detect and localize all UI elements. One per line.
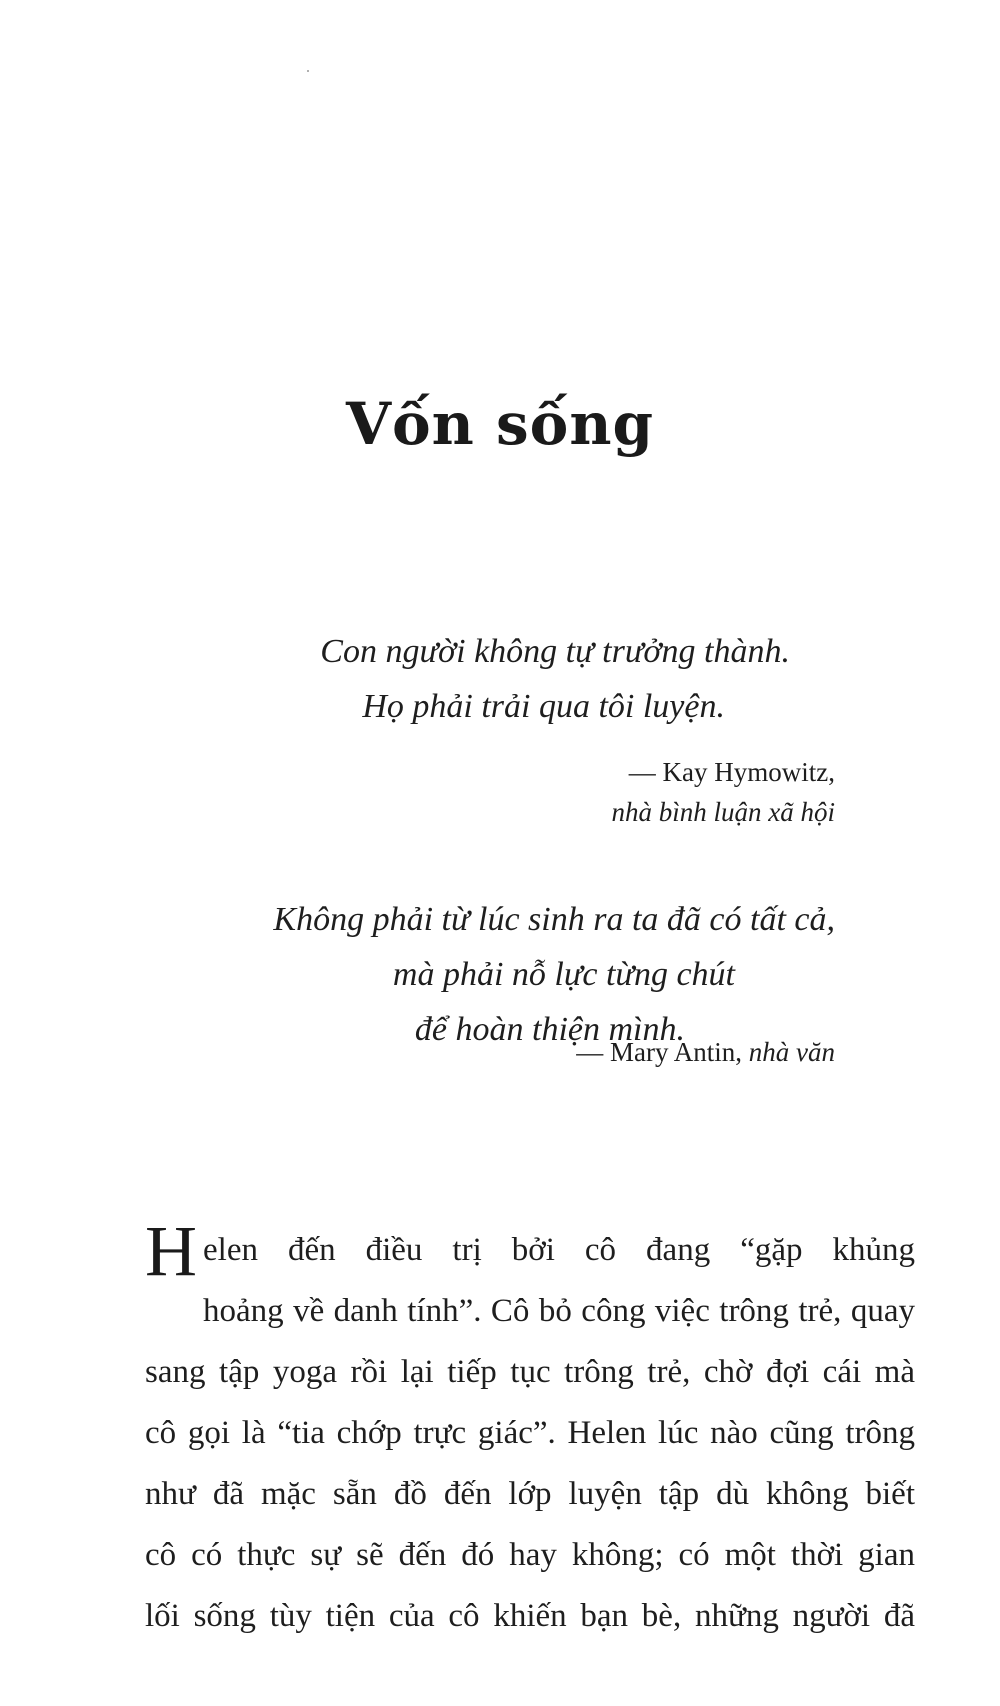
epigraph-2-attribution: [576, 1032, 835, 1072]
drop-cap: H: [145, 1211, 197, 1291]
body-line-3: sang tập yoga rồi lại tiếp tục trông trẻ, chờ đợi cái mà: [145, 1354, 915, 1390]
epigraph-2-author: — Mary Antin,: [576, 1037, 749, 1067]
epigraph-2-line-1: Không phải từ lúc sinh ra ta đã có tất cả,: [273, 901, 835, 938]
body-line-5: như đã mặc sẵn đồ đến lớp luyện tập dù không biết: [145, 1476, 915, 1512]
print-speck: [307, 70, 309, 72]
body-line-4: cô gọi là “tia chớp trực giác”. Helen lúc nào cũng trông: [145, 1415, 915, 1451]
epigraph-quote-1: [320, 624, 790, 734]
body-line-7: lối sống tùy tiện của cô khiến bạn bè, những người đã: [145, 1598, 915, 1634]
epigraph-1-role: nhà bình luận xã hội: [611, 797, 835, 827]
chapter-title: Vốn sống: [345, 390, 655, 458]
epigraph-2-line-3: để hoàn thiện mình.: [414, 1011, 685, 1048]
epigraph-1-line-1: Con người không tự trưởng thành.: [320, 633, 790, 670]
epigraph-1-author: — Kay Hymowitz,: [628, 757, 835, 787]
epigraph-2-role: nhà văn: [748, 1037, 835, 1067]
epigraph-1-attribution: [612, 752, 836, 832]
body-line-2: hoảng về danh tính”. Cô bỏ công việc trông trẻ, quay: [203, 1293, 915, 1329]
body-line-6: cô có thực sự sẽ đến đó hay không; có một thời gian: [145, 1537, 915, 1573]
epigraph-1-line-2: Họ phải trải qua tôi luyện.: [362, 688, 725, 725]
epigraph-2-line-2: mà phải nỗ lực từng chút: [392, 956, 735, 993]
body-paragraph: [145, 1211, 915, 1647]
body-line-1: elen đến điều trị bởi cô đang “gặp khủng: [203, 1232, 915, 1268]
